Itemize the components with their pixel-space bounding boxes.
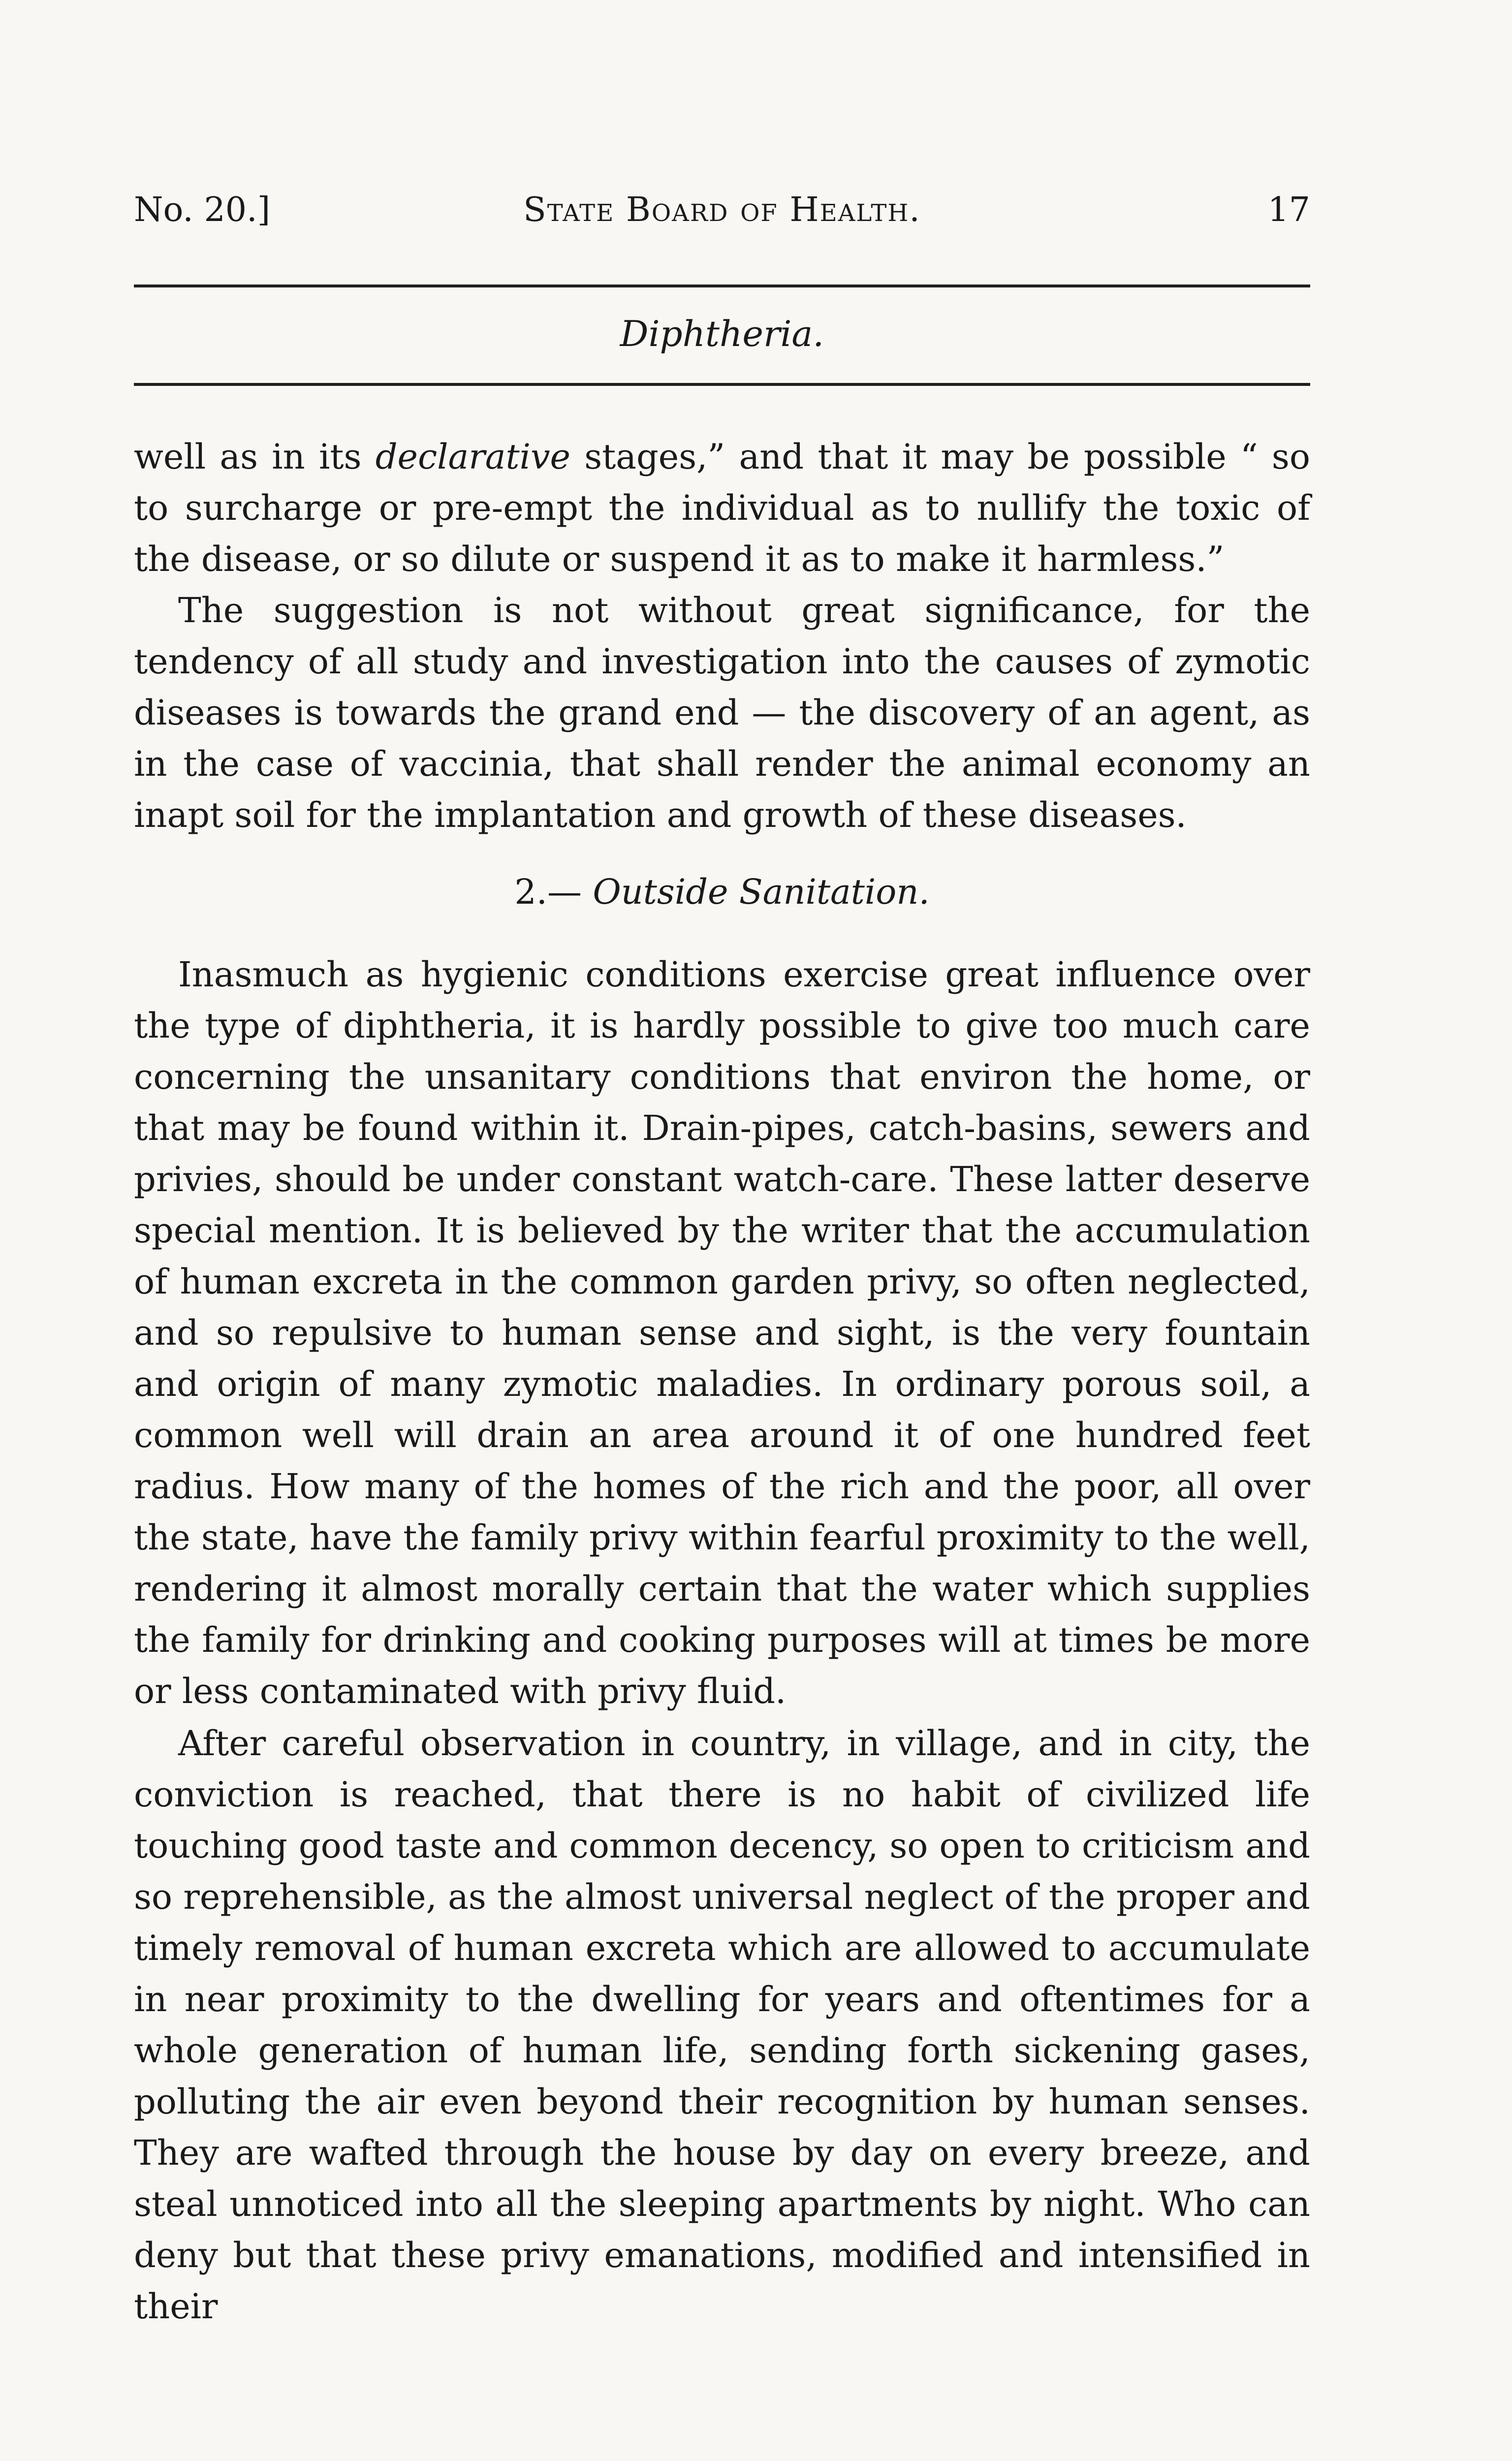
running-title: Diphtheria. (620, 313, 824, 354)
paragraph-1-italic: declarative (375, 437, 570, 477)
paragraph-continued (134, 431, 1310, 585)
text-block-1 (134, 431, 1310, 841)
paragraph-4: After careful observation in country, in village, and in city, the conviction is reached, that there is no habit of civilized life touching good taste and common decency, so open to criticism and so reprehensible, as the almost universal neglect of the proper and timely removal of human excreta which are allowed to accumulate in near proximity to the dwelling for years and oftentimes for a whole generation of human life, sending forth sickening gases, polluting the air even beyond their recognition by human senses. They are wafted through the house by day on every breeze, and steal unnoticed into all the sleeping apartments by night. Who can deny but that these privy emanations, modified and intensified in their (134, 1723, 1310, 2327)
paragraph-2: The suggestion is not without great significance, for the tendency of all study and investigation into the causes of zymotic diseases is towards the grand end — the discovery of an agent, as in the case of vaccinia, that shall render the animal economy an inapt soil for the implantation and growth of these diseases. (134, 590, 1310, 835)
page-header (134, 188, 1310, 232)
header-rule-bottom (134, 383, 1310, 386)
paragraph-1-text-a: well as in its (134, 437, 376, 477)
header-rule-top (134, 284, 1310, 287)
publication-title: State Board of Health. (523, 190, 921, 229)
text-block-3 (134, 1718, 1310, 2332)
section-number: 2.— (514, 872, 582, 912)
paragraph-3: Inasmuch as hygienic conditions exercise great influence over the type of diphtheria, it is hardly possible to give too much care concerning the unsanitary conditions that environ the home, or that may be found within it. Drain-pipes, catch-basins, sewers and privies, should be under constant watch-care. These latter deserve special mention. It is believed by the writer that the accumulation of human excreta in the common garden privy, so often neglected, and so repulsive to human sense and sight, is the very fountain and origin of many zymotic maladies. In ordinary porous soil, a common well will drain an area around it of one hundred feet radius. How many of the homes of the rich and the poor, all over the state, have the family privy within fearful proximity to the well, rendering it almost morally certain that the water which supplies the family for drinking and cooking purposes will at times be more or less contaminated with privy fluid. (134, 954, 1310, 1711)
text-block-2 (134, 949, 1310, 1717)
page-number: 17 (1267, 190, 1310, 229)
section-title: Outside Sanitation. (593, 872, 930, 912)
document-number: No. 20.] (134, 190, 271, 229)
section-heading (134, 866, 1310, 917)
paragraph-1-text-b: stages,” and that it may be possible “ so to surcharge or pre-empt the individual as to nullify the toxic of the disease, or so dilute or suspend it as to make it harmless.” (134, 437, 1310, 579)
